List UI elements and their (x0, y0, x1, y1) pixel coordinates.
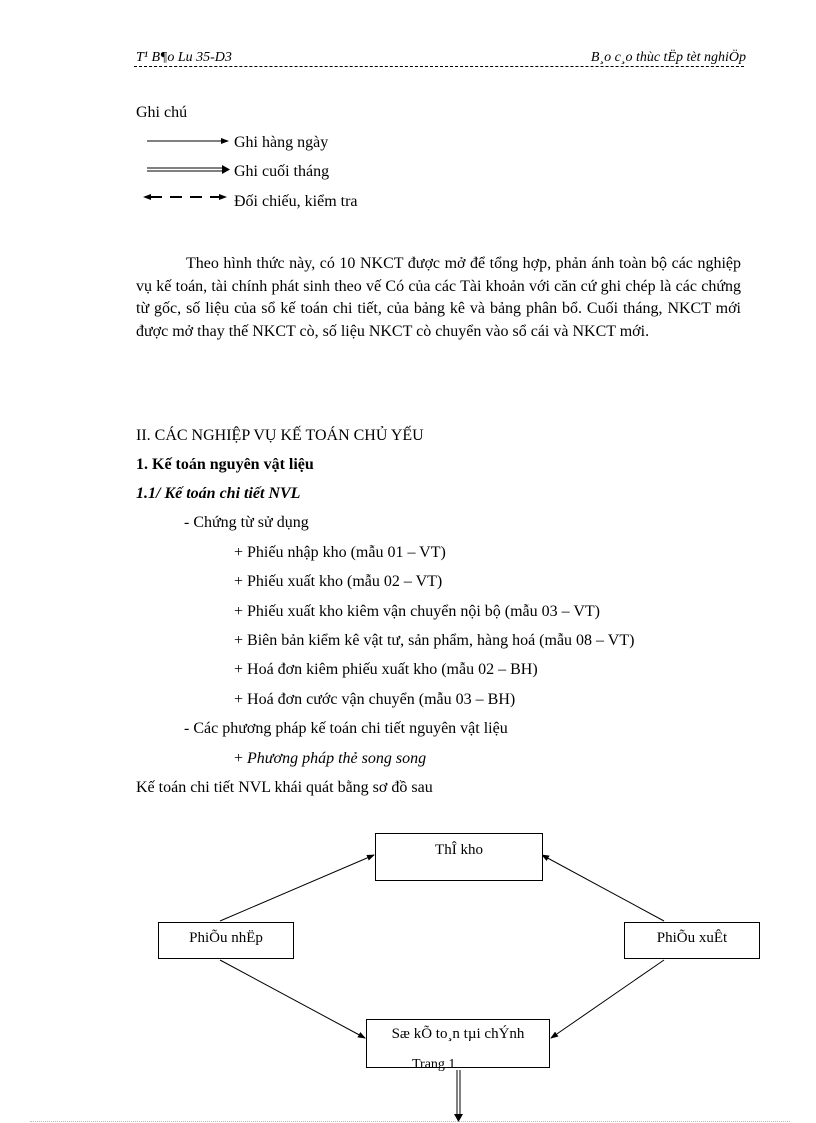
body-paragraph (136, 253, 741, 343)
doc-item: + Phiếu xuất kho (mẫu 02 – VT) (234, 573, 443, 590)
box-phieu-xuat-label: PhiÕu xuÊt (656, 930, 728, 946)
subsection-title: 1. Kế toán nguyên vật liệu (136, 456, 314, 473)
arrow-nhap-to-thekho (220, 855, 374, 921)
legend-month-end-arrow (147, 165, 230, 174)
header-right: B¸o c¸o thùc tËp tèt nghiÖp (590, 50, 746, 65)
arrow-xuat-to-thekho (542, 855, 664, 921)
box-so-ke-toan-label: Sæ kÕ to¸n tµi chÝnh (391, 1026, 525, 1042)
box-phieu-xuat (624, 922, 760, 959)
arrow-so-down (454, 1070, 463, 1122)
methods-title: - Các phương pháp kế toán chi tiết nguyên vật liệu (184, 720, 508, 737)
docs-title: - Chứng từ sử dụng (184, 514, 309, 531)
doc-item: + Hoá đơn cước vận chuyển (mẫu 03 – BH) (234, 691, 516, 708)
page-bottom-rule (30, 1121, 790, 1122)
box-phieu-nhap (158, 922, 294, 959)
legend-month-end: Ghi cuối tháng (234, 163, 330, 180)
header-left: T¹ B¶o Lu 35-D3 (136, 50, 232, 65)
legend-title: Ghi chú (136, 104, 188, 121)
box-the-kho (375, 833, 543, 881)
method-prefix: + (234, 750, 248, 767)
doc-item: + Hoá đơn kiêm phiếu xuất kho (mẫu 02 – BH) (234, 661, 538, 678)
doc-item: + Phiếu xuất kho kiêm vận chuyển nội bộ (mẫu 03 – VT) (234, 603, 600, 620)
arrow-nhap-to-so (220, 960, 365, 1038)
subsubsection-title: 1.1/ Kế toán chi tiết NVL (136, 485, 301, 502)
legend-reconcile: Đối chiếu, kiểm tra (234, 193, 358, 210)
doc-item: + Phiếu nhập kho (mẫu 01 – VT) (234, 544, 446, 561)
arrow-xuat-to-so (551, 960, 664, 1038)
box-phieu-nhap-label: PhiÕu nhËp (189, 930, 263, 946)
body-paragraph-text: Theo hình thức này, có 10 NKCT được mở để tổng hợp, phản ánh toàn bộ các nghiệp vụ kế toán, tài chính phát sinh theo vế Có của các Tài khoản với căn cứ ghi chép là các chứng từ gốc, số liệu của sổ kế toán chi tiết, của bảng kê và bảng phân bổ. Cuối tháng, NKCT mới được mở thay thế NKCT cò, số liệu NKCT cò chuyển vào sổ cái và NKCT mới. (136, 255, 741, 340)
doc-item: + Biên bản kiểm kê vật tư, sản phẩm, hàng hoá (mẫu 08 – VT) (234, 632, 635, 649)
diagram-intro: Kế toán chi tiết NVL khái quát bằng sơ đồ sau (136, 779, 433, 796)
box-so-ke-toan (366, 1019, 550, 1068)
box-the-kho-label: ThÎ kho (435, 842, 483, 858)
section-title: II. CÁC NGHIỆP VỤ KẾ TOÁN CHỦ YẾU (136, 427, 424, 444)
method-name: Phương pháp thẻ song song (247, 750, 427, 767)
method-item (234, 750, 426, 768)
legend-daily: Ghi hàng ngày (234, 134, 329, 151)
page-footer: Trang 1 (412, 1057, 456, 1072)
